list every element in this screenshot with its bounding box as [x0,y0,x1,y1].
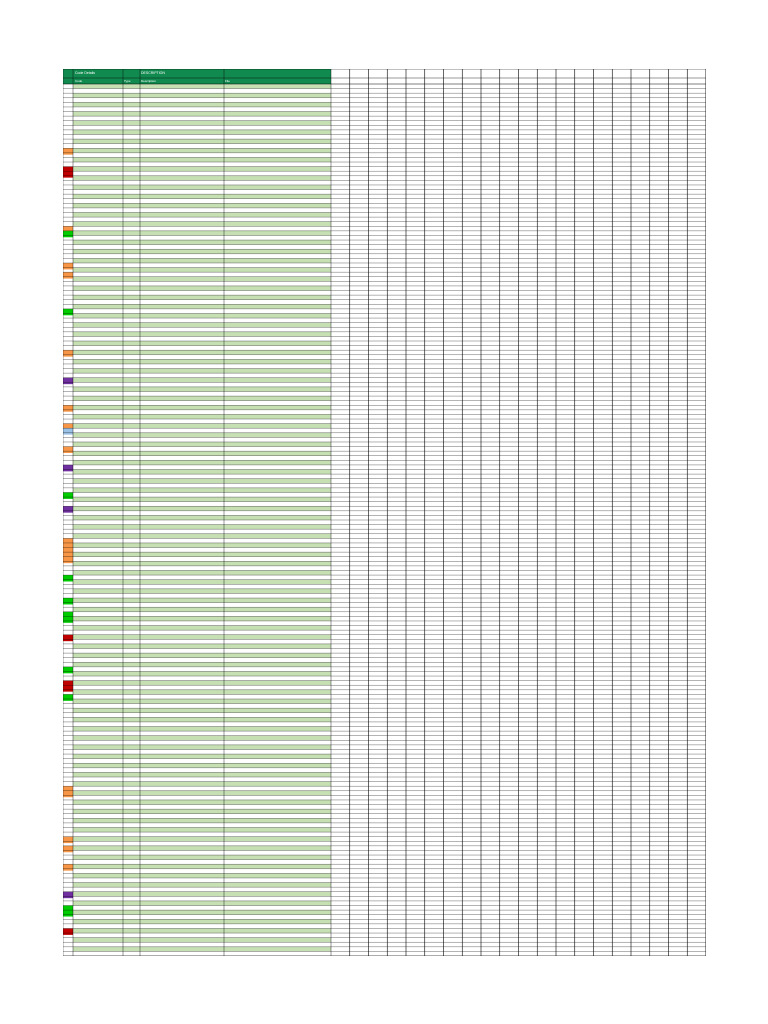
row-marker-cell [63,928,73,934]
row-marker-cell [63,837,73,843]
table-row [73,217,331,222]
row-marker-cell [63,598,73,604]
row-marker-cell [63,428,73,434]
table-row [73,791,331,796]
row-marker-cell [63,171,73,177]
row-marker-cell [63,667,73,673]
table-row [73,107,331,112]
table-row [73,346,331,351]
table-row [73,424,331,429]
table-row [73,258,331,263]
table-row [73,626,331,631]
table-row [73,786,331,791]
table-row [73,749,331,754]
table-row [73,575,331,580]
table-row [73,860,331,865]
table-row [73,272,331,277]
table-row [73,777,331,782]
table-row [73,84,331,89]
table-row [73,782,331,787]
table-row [73,98,331,103]
table-row [73,529,331,534]
row-marker-cell [63,272,73,278]
row-marker-cell [63,350,73,356]
table-row [73,373,331,378]
table-row [73,465,331,470]
table-row [73,570,331,575]
row-marker-cell [63,492,73,498]
table-row [73,525,331,530]
row-marker-cell [63,864,73,870]
table-row [73,603,331,608]
row-marker-cell [63,575,73,581]
header-cell-description: DESCRIPTION [141,71,165,75]
table-row [73,653,331,658]
table-row [73,887,331,892]
table-row [73,566,331,571]
table-row [73,731,331,736]
table-row [73,208,331,213]
row-marker-cell [63,309,73,315]
table-row [73,667,331,672]
table-row [73,410,331,415]
table-row [73,102,331,107]
table-row [73,153,331,158]
table-row [73,89,331,94]
table-row [73,492,331,497]
table-row [73,717,331,722]
table-row [73,148,331,153]
table-row [73,933,331,938]
table-row [73,382,331,387]
table-row [73,846,331,851]
table-row [73,318,331,323]
table-row [73,869,331,874]
table-row [73,291,331,296]
row-marker-cell [63,231,73,237]
table-row [73,736,331,741]
table-row [73,378,331,383]
table-row [73,364,331,369]
table-row [73,451,331,456]
table-row [73,286,331,291]
table-row [73,483,331,488]
table-row [73,745,331,750]
table-row [73,180,331,185]
table-row [73,947,331,952]
header-cell-blank-2 [225,69,331,78]
row-marker-cell [63,447,73,453]
table-row [73,336,331,341]
table-row [73,332,331,337]
table-row [73,827,331,832]
table-row [73,543,331,548]
row-marker-cell [63,635,73,641]
table-row [73,823,331,828]
table-row [73,814,331,819]
table-row [73,694,331,699]
table-row [73,281,331,286]
header-cell-code-details: Code Details [75,71,96,75]
row-marker-cell [63,557,73,563]
table-row [73,447,331,452]
row-marker-cell [63,791,73,797]
table-row [73,414,331,419]
table-row [73,323,331,328]
table-row [73,644,331,649]
table-row [73,924,331,929]
table-row [73,488,331,493]
header-cell-marker [64,69,73,78]
table-row [73,809,331,814]
table-row [73,901,331,906]
table-row [73,708,331,713]
table-row [73,277,331,282]
table-row [73,534,331,539]
row-marker-cell [63,263,73,269]
subheader-cell-type: Type [124,79,131,83]
table-row [73,607,331,612]
subheader-cell-file: File [225,79,230,83]
table-row [73,837,331,842]
row-marker-cell [63,405,73,411]
table-row [73,190,331,195]
table-row [73,676,331,681]
table-row [73,635,331,640]
row-marker-cell [63,378,73,384]
table-row [73,327,331,332]
row-marker-cell [63,892,73,898]
table-row [73,754,331,759]
table-row [73,199,331,204]
table-row [73,479,331,484]
table-row [73,818,331,823]
table-row [73,359,331,364]
table-row [73,515,331,520]
table-row [73,538,331,543]
table-row [73,428,331,433]
table-row [73,805,331,810]
table-row [73,690,331,695]
table-row [73,502,331,507]
table-row [73,130,331,135]
table-row [73,800,331,805]
table-row [73,134,331,139]
table-row [73,226,331,231]
table-row [73,938,331,943]
subheader-cell-description: Description [141,79,157,83]
table-row [73,850,331,855]
table-row [73,768,331,773]
table-row [73,906,331,911]
table-row [73,621,331,626]
table-row [73,883,331,888]
table-row [73,121,331,126]
table-row [73,442,331,447]
table-row [73,470,331,475]
row-marker-cell [63,846,73,852]
table-row [73,460,331,465]
table-row [73,704,331,709]
table-row [73,506,331,511]
table-row [73,658,331,663]
table-row [73,722,331,727]
table-row [73,401,331,406]
table-row [73,616,331,621]
table-row [73,740,331,745]
table-row [73,662,331,667]
table-row [73,552,331,557]
table-row [73,396,331,401]
table-row [73,235,331,240]
table-row [73,369,331,374]
table-row [73,915,331,920]
row-marker-cell [63,465,73,471]
table-row [73,763,331,768]
table-row [73,162,331,167]
table-row [73,203,331,208]
subheader-cell-marker [64,78,73,84]
table-row [73,727,331,732]
table-row [73,928,331,933]
table-row [73,639,331,644]
table-row [73,612,331,617]
table-row [73,185,331,190]
table-row [73,671,331,676]
table-row [73,231,331,236]
table-row [73,511,331,516]
table-row [73,649,331,654]
table-row [73,240,331,245]
row-marker-cell [63,685,73,691]
row-marker-cell [63,616,73,622]
table-row [73,194,331,199]
table-row [73,419,331,424]
table-row [73,864,331,869]
table-row [73,759,331,764]
table-row [73,910,331,915]
table-row [73,350,331,355]
spreadsheet-grid [63,69,706,956]
row-marker-cell [63,910,73,916]
table-row [73,405,331,410]
table-row [73,841,331,846]
table-row [73,263,331,268]
table-row [73,213,331,218]
table-row [73,300,331,305]
table-row [73,598,331,603]
table-row [73,593,331,598]
table-row [73,580,331,585]
table-row [73,699,331,704]
table-row [73,355,331,360]
table-row [73,772,331,777]
table-row [73,873,331,878]
table-row [73,681,331,686]
table-row [73,387,331,392]
table-row [73,584,331,589]
table-row [73,520,331,525]
table-row [73,391,331,396]
table-row [73,919,331,924]
table-row [73,116,331,121]
row-marker-cell [63,506,73,512]
table-row [73,93,331,98]
table-row [73,295,331,300]
row-marker-cell [63,694,73,700]
table-row [73,309,331,314]
table-row [73,685,331,690]
table-row [73,561,331,566]
table-row [73,245,331,250]
subheader-cell-code: Code [75,79,83,83]
table-row [73,167,331,172]
table-row [73,222,331,227]
table-row [73,548,331,553]
table-row [73,855,331,860]
table-row [73,144,331,149]
table-row [73,139,331,144]
table-row [73,254,331,259]
table-row [73,341,331,346]
table-row [73,497,331,502]
table-row [73,942,331,947]
row-marker-cell [63,148,73,154]
table-row [73,112,331,117]
table-row [73,456,331,461]
table-row [73,713,331,718]
table-row [73,832,331,837]
table-row [73,878,331,883]
table-row [73,157,331,162]
table-row [73,171,331,176]
table-row [73,951,331,956]
table-row [73,474,331,479]
table-row [73,896,331,901]
table-row [73,557,331,562]
table-row [73,313,331,318]
header-cell-blank [124,69,139,78]
table-row [73,892,331,897]
table-row [73,268,331,273]
table-row [73,589,331,594]
table-row [73,795,331,800]
table-row [73,176,331,181]
spreadsheet [63,69,706,956]
table-row [73,249,331,254]
table-row [73,125,331,130]
table-row [73,304,331,309]
table-row [73,437,331,442]
table-row [73,433,331,438]
table-row [73,630,331,635]
